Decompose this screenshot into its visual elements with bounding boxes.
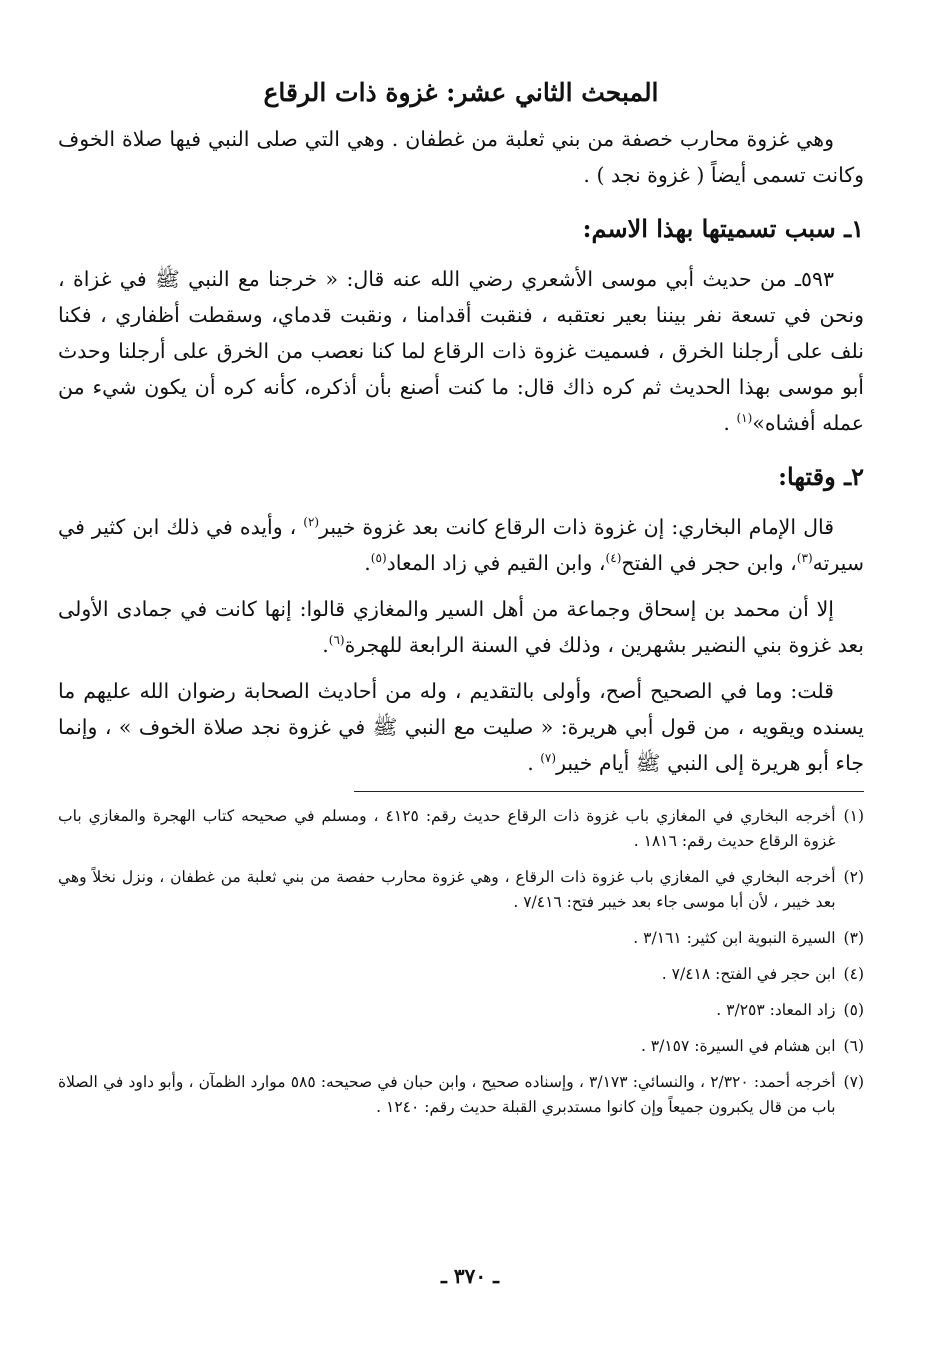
section2-paragraph-2 [58, 591, 864, 663]
s2p1-text-b: ، وأيده في ذلك ابن كثير في سيرته [58, 515, 864, 575]
s2p1-text-d: ، وابن القيم في زاد المعاد [386, 551, 606, 575]
footnote-divider [354, 791, 864, 792]
intro-paragraph: وهي غزوة محارب خصفة من بني ثعلبة من غطفان . وهي التي صلى النبي فيها صلاة الخوف وكانت تسمى أيضاً ( غزوة نجد ) . [58, 127, 864, 187]
section1-heading: ١ـ سبب تسميتها بهذا الاسم: [582, 214, 864, 243]
s2p2-text-b: . [322, 633, 329, 657]
footnote-text: ابن هشام في السيرة: ٣/١٥٧ . [640, 1037, 836, 1055]
footnote-number: (٧) [843, 1073, 864, 1091]
footnote-number: (٣) [843, 929, 864, 947]
page-number: ـ ٣٧٠ ـ [441, 1264, 499, 1288]
footnote-text: أخرجه البخاري في المغازي باب غزوة ذات الرقاع ، وهي غزوة محارب حفصة من بني ثعلبة من غطفان ، ونزل نخلاً وهي بعد خيبر ، لأن أبا موسى جاء بعد خيبر فتح: ٧/٤١٦ . [58, 868, 836, 911]
footnote-ref-4[interactable]: (٤) [605, 551, 622, 566]
footnote-5 [58, 998, 864, 1023]
section2-paragraph-1 [58, 509, 864, 581]
footnote-ref-5[interactable]: (٥) [370, 551, 387, 566]
footnote-3 [58, 926, 864, 951]
section2-paragraph-3 [58, 673, 864, 781]
footnote-text: أخرجه البخاري في المغازي باب غزوة ذات الرقاع حديث رقم: ٤١٢٥ ، ومسلم في صحيحه كتاب الهجرة والمغازي باب غزوة الرقاع حديث رقم: ١٨١٦ . [58, 807, 836, 850]
document-page [58, 78, 864, 1131]
s2p2-text-a: إلا أن محمد بن إسحاق وجماعة من أهل السير والمغازي قالوا: إنها كانت في جمادى الأولى بعد غزوة بني النضير بشهرين ، وذلك في السنة الرابعة للهجرة [58, 597, 864, 657]
footnote-1 [58, 804, 864, 854]
section2-heading: ٢ـ وقتها: [778, 462, 864, 491]
footnote-number: (٤) [843, 965, 864, 983]
s2p1-text-e: . [364, 551, 371, 575]
footnote-2 [58, 865, 864, 915]
footnote-ref-1[interactable]: (١) [736, 411, 753, 426]
footnotes-list [58, 804, 864, 1120]
footnote-text: أخرجه أحمد: ٢/٣٢٠ ، والنسائي: ٣/١٧٣ ، وإسناده صحيح ، وابن حبان في صحيحه: ٥٨٥ موارد الظمآن ، وأبو داود في الصلاة باب من قال يكبرون جميعاً وإن كانوا مستدبري القبلة حديث رقم: ١٢٤٠ . [58, 1073, 836, 1116]
footnote-6 [58, 1034, 864, 1059]
footnote-number: (١) [843, 807, 864, 825]
s2p3-text-a: قلت: وما في الصحيح أصح، وأولى بالتقديم ، وله من أحاديث الصحابة رضوان الله عليهم ما يسنده ويقويه ، من قول أبي هريرة: « صليت مع النبي ﷺ في غزوة نجد صلاة الخوف » ، وإنما جاء أبو هريرة إلى النبي ﷺ أيام خيبر [58, 679, 864, 775]
footnote-ref-7[interactable]: (٧) [540, 751, 557, 766]
footnote-text: ابن حجر في الفتح: ٧/٤١٨ . [661, 965, 836, 983]
s2p3-text-b: . [527, 751, 541, 775]
footnote-4 [58, 962, 864, 987]
section1-text: ٥٩٣ـ من حديث أبي موسى الأشعري رضي الله عنه قال: « خرجنا مع النبي ﷺ في غزاة ، ونحن في تسعة نفر بيننا بعير نعتقبه ، فنقبت أقدامنا ، ونقبت قدماي، وسقطت أظفاري ، فكنا نلف على أرجلنا الخرق ، فسميت غزوة ذات الرقاع لما كنا نعصب من الخرق على أرجلنا وحدث أبو موسى بهذا الحديث ثم كره ذاك قال: ما كنت أصنع بأن أذكره، كأنه كره أن يكون شيء من عمله أفشاه» [58, 267, 864, 435]
s2p1-text-a: قال الإمام البخاري: إن غزوة ذات الرقاع كانت بعد غزوة خيبر [319, 515, 835, 539]
footnote-ref-6[interactable]: (٦) [328, 633, 345, 648]
footnote-number: (٢) [843, 868, 864, 886]
footnote-text: زاد المعاد: ٣/٢٥٣ . [716, 1001, 836, 1019]
footnote-text: السيرة النبوية ابن كثير: ٣/١٦١ . [633, 929, 836, 947]
footnote-7 [58, 1070, 864, 1120]
page-title: المبحث الثاني عشر: غزوة ذات الرقاع [263, 78, 659, 107]
section1-end: . [723, 411, 737, 435]
section1-paragraph [58, 261, 864, 441]
footnote-ref-2[interactable]: (٢) [303, 515, 320, 530]
footnote-number: (٦) [843, 1037, 864, 1055]
s2p1-text-c: ، وابن حجر في الفتح [621, 551, 797, 575]
footnote-number: (٥) [843, 1001, 864, 1019]
footnote-ref-3[interactable]: (٣) [796, 551, 813, 566]
